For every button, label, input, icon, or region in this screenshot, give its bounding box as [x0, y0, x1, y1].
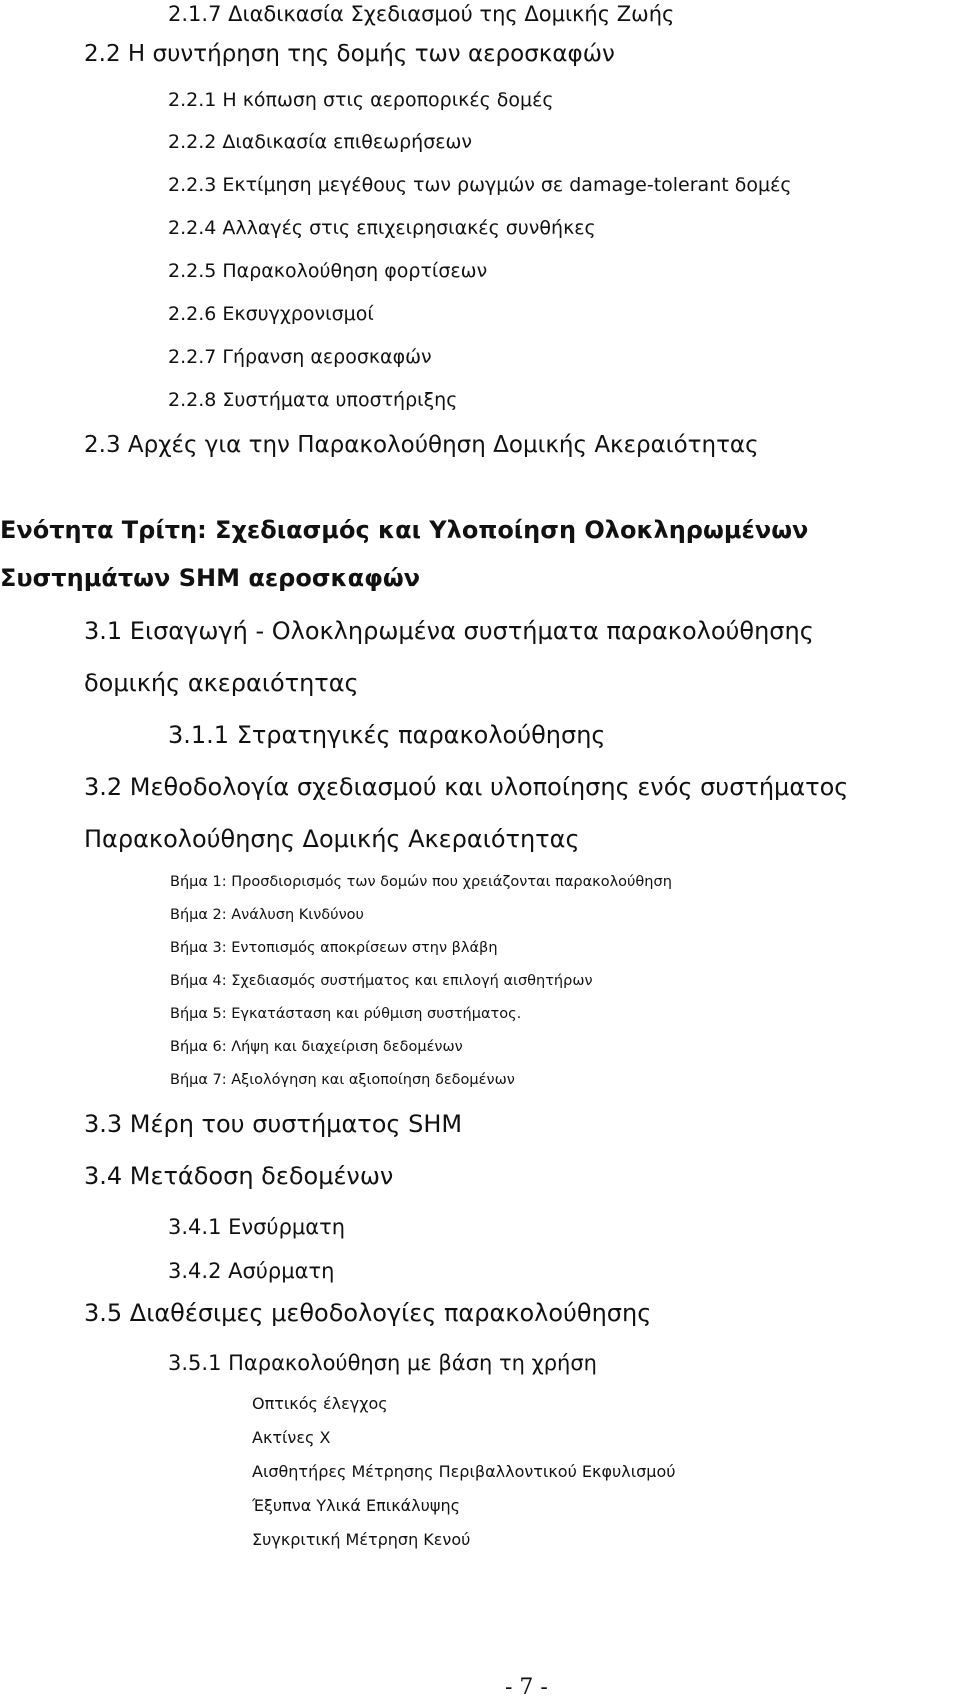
toc-item-2-2-2: 2.2.2 Διαδικασία επιθεωρήσεων: [168, 131, 473, 153]
toc-item-2-3: 2.3 Αρχές για την Παρακολούθηση Δομικής Ακεραιότητας: [84, 432, 759, 458]
toc-item-3-4: 3.4 Μετάδοση δεδομένων: [84, 1162, 394, 1190]
toc-item-3-5: 3.5 Διαθέσιμες μεθοδολογίες παρακολούθησης: [84, 1299, 652, 1327]
toc-item-3-5-1: 3.5.1 Παρακολούθηση με βάση τη χρήση: [168, 1351, 597, 1375]
toc-item-3-2-line-1: 3.2 Μεθοδολογία σχεδιασμού και υλοποίησης ενός συστήματος: [84, 773, 849, 801]
toc-item-3-1-line-2: δομικής ακεραιότητας: [84, 669, 359, 697]
page-number: - 7 -: [505, 1675, 548, 1700]
step-5: Βήμα 5: Εγκατάσταση και ρύθμιση συστήματος.: [170, 1006, 522, 1022]
method-item-5: Συγκριτική Μέτρηση Κενού: [252, 1530, 471, 1549]
method-item-2: Ακτίνες Χ: [252, 1428, 331, 1447]
step-1: Βήμα 1: Προσδιορισμός των δομών που χρειάζονται παρακολούθηση: [170, 874, 672, 890]
toc-item-2-2-5: 2.2.5 Παρακολούθηση φορτίσεων: [168, 260, 488, 282]
toc-item-3-1-1: 3.1.1 Στρατηγικές παρακολούθησης: [168, 721, 606, 749]
toc-item-3-3: 3.3 Μέρη του συστήματος SHM: [84, 1110, 463, 1138]
section-3-heading-line-2: Συστημάτων SHM αεροσκαφών: [0, 564, 421, 592]
method-item-4: Έξυπνα Υλικά Επικάλυψης: [252, 1496, 460, 1515]
toc-item-2-2-7: 2.2.7 Γήρανση αεροσκαφών: [168, 346, 432, 368]
step-3: Βήμα 3: Εντοπισμός αποκρίσεων στην βλάβη: [170, 940, 498, 956]
toc-item-2-2-8: 2.2.8 Συστήματα υποστήριξης: [168, 389, 458, 411]
toc-item-3-4-2: 3.4.2 Ασύρματη: [168, 1259, 335, 1283]
step-2: Βήμα 2: Ανάλυση Κινδύνου: [170, 907, 364, 923]
toc-item-2-1-7: 2.1.7 Διαδικασία Σχεδιασμού της Δομικής Ζωής: [168, 2, 675, 26]
toc-item-2-2-1: 2.2.1 Η κόπωση στις αεροπορικές δομές: [168, 89, 554, 111]
step-4: Βήμα 4: Σχεδιασμός συστήματος και επιλογή αισθητήρων: [170, 973, 593, 989]
toc-item-2-2: 2.2 Η συντήρηση της δομής των αεροσκαφών: [84, 41, 615, 67]
toc-item-3-1-line-1: 3.1 Εισαγωγή - Ολοκληρωμένα συστήματα παρακολούθησης: [84, 617, 814, 645]
toc-item-2-2-6: 2.2.6 Εκσυγχρονισμοί: [168, 303, 374, 325]
toc-item-3-4-1: 3.4.1 Ενσύρματη: [168, 1215, 346, 1239]
toc-item-2-2-4: 2.2.4 Αλλαγές στις επιχειρησιακές συνθήκες: [168, 217, 596, 239]
toc-item-3-2-line-2: Παρακολούθησης Δομικής Ακεραιότητας: [84, 825, 580, 853]
section-3-heading-line-1: Ενότητα Τρίτη: Σχεδιασμός και Υλοποίηση Ολοκληρωμένων: [0, 516, 809, 544]
toc-item-2-2-3: 2.2.3 Εκτίμηση μεγέθους των ρωγμών σε damage-tolerant δομές: [168, 174, 792, 196]
step-6: Βήμα 6: Λήψη και διαχείριση δεδομένων: [170, 1039, 463, 1055]
step-7: Βήμα 7: Αξιολόγηση και αξιοποίηση δεδομένων: [170, 1072, 515, 1088]
method-item-1: Οπτικός έλεγχος: [252, 1394, 388, 1413]
method-item-3: Αισθητήρες Μέτρησης Περιβαλλοντικού Εκφυλισμού: [252, 1462, 676, 1481]
